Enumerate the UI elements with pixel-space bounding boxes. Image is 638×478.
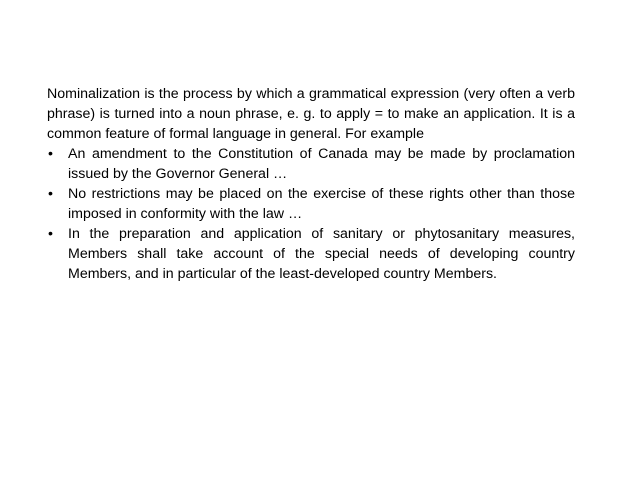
bullet-icon: •	[48, 186, 53, 202]
bullet-icon: •	[48, 146, 53, 162]
list-item-text: No restrictions may be placed on the exercise of these rights other than those imposed in conformity with the law …	[68, 186, 575, 222]
list-item	[47, 184, 575, 224]
intro-paragraph: Nominalization is the process by which a grammatical expression (very often a verb phrase) is turned into a noun phrase, e. g. to apply = to make an application. It is a common feature of formal language in general. For example	[47, 86, 575, 142]
bullet-icon: •	[48, 226, 53, 242]
list-item	[47, 224, 575, 284]
list-item-text: In the preparation and application of sanitary or phytosanitary measures, Members shall take account of the special needs of developing country Members, and in particular of the least-developed country Members.	[68, 226, 575, 282]
slide-body	[47, 84, 575, 284]
list-item	[47, 144, 575, 184]
example-list	[47, 144, 575, 284]
list-item-text: An amendment to the Constitution of Canada may be made by proclamation issued by the Governor General …	[68, 146, 575, 182]
